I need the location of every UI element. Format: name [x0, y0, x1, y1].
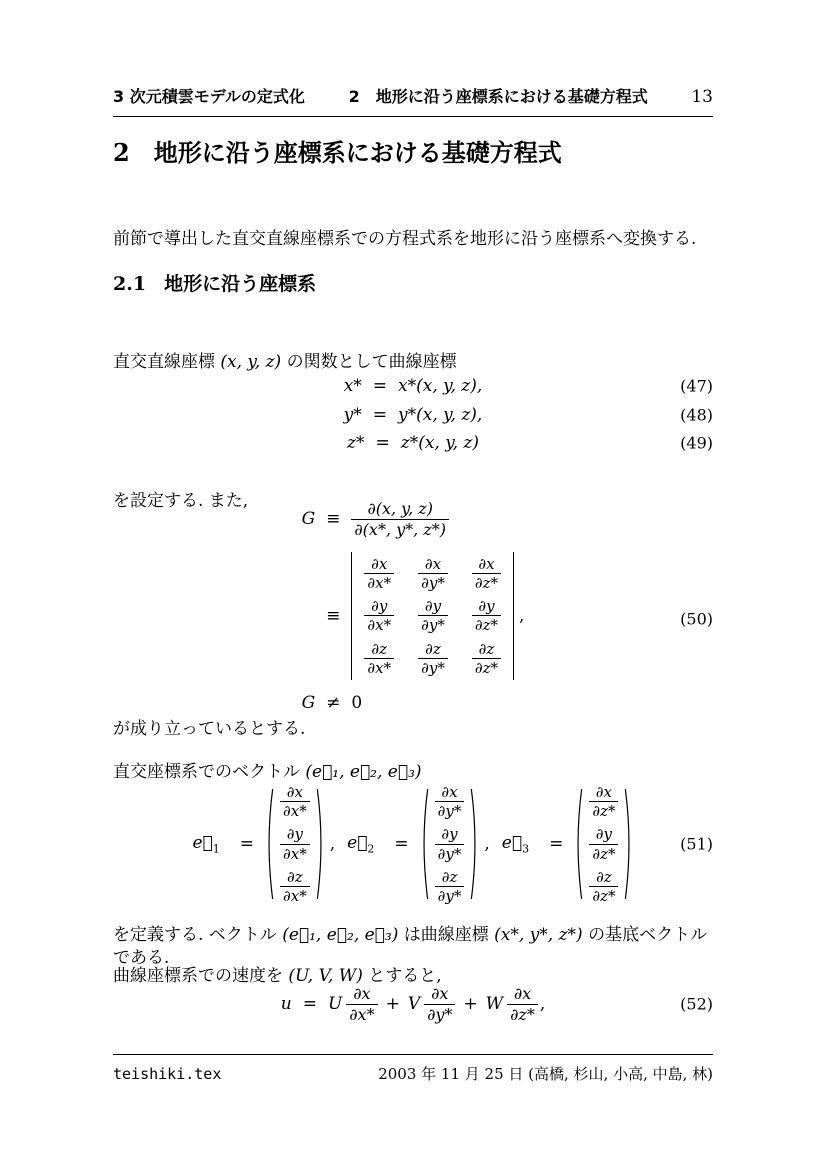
paren-left — [265, 788, 274, 900]
vector-entry: $\frac{\partial x}{\partial x*}$ — [280, 784, 310, 819]
paragraph-text: は曲線座標 — [398, 925, 495, 945]
inline-math: (e⃗₁, e⃗₂, e⃗₃) — [305, 762, 422, 782]
eq-lhs: x* — [343, 376, 362, 396]
eq-relation: = — [302, 994, 317, 1014]
basis-vector-2 — [347, 784, 479, 904]
vector-entry: $\frac{\partial y}{\partial x*}$ — [280, 826, 310, 861]
paragraph-text: とすると, — [362, 966, 442, 986]
footer-date-authors: 2003 年 11 月 25 日 (高橋, 杉山, 小高, 中島, 林) — [378, 1065, 713, 1083]
equation-comma: , — [539, 994, 546, 1014]
page-content — [113, 0, 713, 1169]
equation-47 — [113, 372, 713, 400]
equation-number: (50) — [680, 609, 713, 629]
paragraph-text: 直交座標系でのベクトル — [113, 762, 306, 782]
paren-right — [316, 788, 325, 900]
paragraph-text: 曲線座標系での速度を — [113, 966, 289, 986]
section-heading — [113, 139, 562, 168]
vector-separator: , — [484, 834, 490, 854]
fraction-numerator: ∂(x, y, z) — [367, 499, 433, 518]
eq-relation: = — [549, 834, 564, 854]
running-header-chapter: 3 次元積雲モデルの定式化 — [113, 87, 305, 106]
jacobian-eqnarray — [302, 500, 525, 713]
equation-number: (47) — [680, 376, 713, 396]
equation-48 — [113, 401, 713, 429]
eq-lhs: G — [301, 509, 316, 530]
velocity-coefficient: U — [327, 994, 343, 1014]
vector-symbol: e⃗ — [501, 832, 523, 853]
paragraph-settei: を設定する. また, — [113, 491, 249, 511]
subsection-number: 2.1 — [113, 273, 147, 295]
column-vector — [429, 784, 471, 904]
matrix-entry: $\frac{\partial x}{\partial y*}$ — [418, 556, 448, 591]
vector-entry: $\frac{\partial z}{\partial y*}$ — [435, 869, 465, 904]
eq-rhs: y*(x, y, z), — [398, 405, 483, 425]
paragraph-intro: 前節で導出した直交直線座標系での方程式系を地形に沿う座標系へ変換する. — [113, 229, 697, 249]
fraction-denominator: ∂(x*, y*, z*) — [351, 519, 449, 539]
page-footer — [113, 1054, 713, 1084]
eq-relation: = — [375, 433, 390, 453]
footer-filename: teishiki.tex — [113, 1065, 222, 1083]
matrix-entry: $\frac{\partial y}{\partial z*}$ — [472, 598, 501, 633]
eq-lhs: G — [301, 692, 316, 713]
matrix-entry: $\frac{\partial y}{\partial x*}$ — [364, 598, 394, 633]
determinant-bar-right — [513, 552, 514, 680]
section-title: 地形に沿う座標系における基礎方程式 — [153, 139, 562, 167]
paragraph-text: の関数として曲線座標 — [281, 352, 457, 372]
paren-right — [624, 788, 633, 900]
vector-entry: $\frac{\partial y}{\partial y*}$ — [435, 826, 465, 861]
determinant-matrix — [352, 552, 513, 680]
matrix-entry: $\frac{\partial x}{\partial x*}$ — [364, 556, 394, 591]
vector-entry: $\frac{\partial z}{\partial x*}$ — [280, 869, 310, 904]
eq-lhs: y* — [343, 405, 362, 425]
eq-rhs: 0 — [351, 692, 363, 713]
equation-49 — [113, 429, 713, 457]
eq-lhs: z* — [347, 433, 365, 453]
matrix-entry: $\frac{\partial y}{\partial y*}$ — [418, 598, 448, 633]
column-vector — [583, 784, 624, 904]
inline-math: (x, y, z) — [220, 352, 282, 372]
eq-relation: ≡ — [326, 605, 341, 626]
vector-entry: $\frac{\partial x}{\partial y*}$ — [435, 784, 465, 819]
paragraph-vectors — [113, 761, 713, 784]
vector-entry: $\frac{\partial y}{\partial z*}$ — [589, 826, 618, 861]
subsection-title: 地形に沿う座標系 — [164, 273, 317, 295]
page-number: 13 — [691, 87, 713, 107]
paragraph-text: の基底ベクトルである. — [113, 925, 708, 968]
matrix-entry: $\frac{\partial x}{\partial z*}$ — [472, 556, 501, 591]
jacobian-fraction — [351, 500, 449, 539]
eq-lhs: u — [280, 994, 292, 1014]
partial-fraction: $\frac{\partial x}{\partial z*}$ — [507, 985, 538, 1024]
vector-entry: $\frac{\partial z}{\partial z*}$ — [589, 869, 618, 904]
inline-math: (e⃗₁, e⃗₂, e⃗₃) — [282, 925, 399, 945]
equation-52 — [113, 976, 713, 1032]
matrix-entry: $\frac{\partial z}{\partial x*}$ — [364, 641, 394, 676]
matrix-entry: $\frac{\partial z}{\partial y*}$ — [418, 641, 448, 676]
paragraph-naritatsu: が成り立っているとする. — [113, 719, 306, 739]
equation-number: (48) — [680, 405, 713, 425]
equation-50 — [113, 500, 713, 713]
vector-subscript: 2 — [367, 842, 375, 856]
partial-fraction: $\frac{\partial x}{\partial y*}$ — [424, 985, 455, 1024]
eq-relation: = — [239, 834, 255, 854]
paren-left — [420, 788, 429, 900]
equation-number: (52) — [680, 994, 713, 1014]
eq-rhs: x*(x, y, z), — [398, 376, 483, 396]
vector-subscript: 1 — [212, 842, 220, 856]
eq-relation: = — [372, 376, 388, 396]
basis-vector-1 — [193, 784, 325, 904]
velocity-coefficient: V — [407, 994, 421, 1014]
basis-vector-3 — [502, 784, 634, 904]
vector-separator: , — [329, 834, 336, 854]
partial-fraction: $\frac{\partial x}{\partial x*}$ — [346, 985, 377, 1024]
eq-relation: ≡ — [326, 509, 341, 530]
equation-51 — [113, 782, 713, 905]
paragraph-teigi — [113, 924, 713, 970]
paragraph-text: を定義する. ベクトル — [113, 925, 283, 945]
plus-operator: + — [385, 994, 400, 1014]
vector-entry: $\frac{\partial x}{\partial z*}$ — [589, 784, 618, 819]
vector-symbol: e⃗ — [347, 832, 368, 853]
section-number: 2 — [113, 138, 130, 167]
subsection-heading — [113, 274, 316, 296]
eq-relation: = — [372, 405, 388, 425]
eq-relation: ≠ — [326, 692, 341, 713]
eq-rhs: z*(x, y, z) — [400, 433, 479, 453]
inline-math: (U, V, W) — [288, 966, 363, 986]
paragraph-curvilinear — [113, 351, 713, 374]
velocity-coefficient: W — [485, 994, 504, 1014]
running-header — [113, 84, 713, 117]
equation-number: (51) — [680, 834, 713, 854]
matrix-entry: $\frac{\partial z}{\partial z*}$ — [472, 641, 501, 676]
jacobian-determinant — [351, 552, 514, 680]
eq-relation: = — [394, 834, 409, 854]
inline-math: (x*, y*, z*) — [494, 925, 583, 945]
equation-number: (49) — [680, 433, 713, 453]
equation-comma: , — [519, 605, 525, 626]
paragraph-text: 直交直線座標 — [113, 352, 221, 372]
running-header-section: 2 地形に沿う座標系における基礎方程式 — [348, 87, 648, 106]
paren-left — [574, 788, 583, 900]
plus-operator: + — [463, 994, 478, 1014]
vector-symbol: e⃗ — [192, 832, 213, 853]
column-vector — [274, 784, 316, 904]
paren-right — [470, 788, 479, 900]
vector-subscript: 3 — [522, 842, 530, 856]
